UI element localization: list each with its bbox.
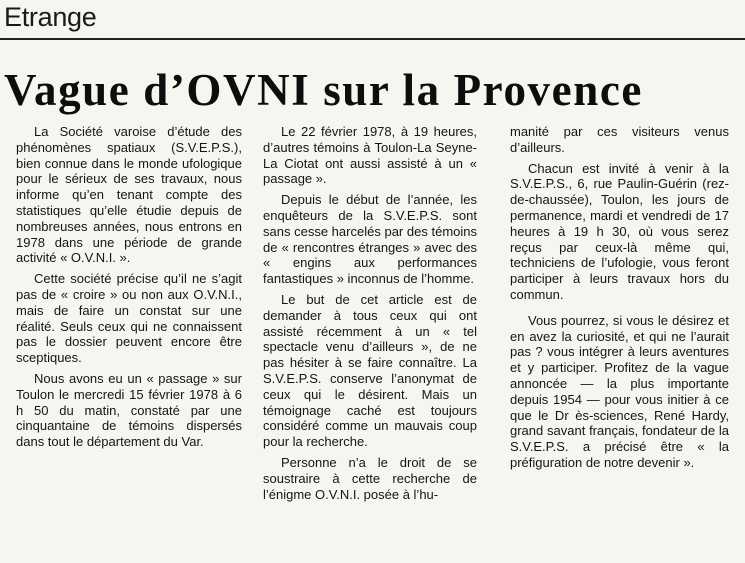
article-paragraph: Vous pourrez, si vous le désirez et en avez la curiosité, et qui ne l’aurait pas ? vous intégrer à leurs aventures et y participer. Profitez de la vague annoncée — la plus importante depuis 1954 — pour vous initier à ce que le Dr ès-sciences, René Hardy, grand savant français, fondateur de la S.V.E.P.S. a précisé être « la préfiguration de notre devenir ». bbox=[510, 312, 729, 470]
article-headline: Vague d’OVNI sur la Provence bbox=[4, 65, 643, 115]
article-paragraph: Depuis le début de l’année, les enquêteurs de la S.V.E.P.S. sont sans cesse harcelés par des témoins de « rencontres étranges » avec des « engins aux performances fantastiques » inconnus de l’homme. bbox=[263, 192, 477, 287]
section-label: Etrange bbox=[4, 2, 97, 32]
article-paragraph: La Société varoise d’étude des phénomènes spatiaux (S.V.E.P.S.), bien connue dans le monde ufologique pour le sérieux de ses travaux, nous informe qu’en tenant compte des statistiques qu’elle étudie depuis de nombreuses années, nous entrons en 1978 dans une période de grande activité « O.V.N.I. ». bbox=[16, 124, 242, 266]
article-column-3 bbox=[510, 124, 729, 476]
article-paragraph: Cette société précise qu’il ne s’agit pas de « croire » ou non aux O.V.N.I., mais de faire un constat sur une réalité. Seuls ceux qui ne connaissent pas le dossier peuvent encore être sceptiques. bbox=[16, 271, 242, 366]
article-paragraph: Chacun est invité à venir à la S.V.E.P.S., 6, rue Paulin-Guérin (rez-de-chaussée), Toulon, les jours de permanence, mardi et vendredi de 17 heures à 19 h 30, où vous serez reçus par ceux-là même qui, techniciens de l’ufologie, vous feront participer à leurs travaux hors du commun. bbox=[510, 160, 729, 302]
article-paragraph: Le 22 février 1978, à 19 heures, d’autres témoins à Toulon-La Seyne-La Ciotat ont aussi assisté à un « passage ». bbox=[263, 124, 477, 187]
article-paragraph: Personne n’a le droit de se soustraire à cette recherche de l’énigme O.V.N.I. posée à l’hu- bbox=[263, 454, 477, 502]
article-paragraph: Le but de cet article est de demander à tous ceux qui ont assisté récemment à un « tel spectacle venu d’ailleurs », de ne pas hésiter à se faire connaître. La S.V.E.P.S. conserve l’anonymat de ceux qui le désirent. Mais un témoignage caché est toujours considéré comme un mauvais coup pour la recherche. bbox=[263, 291, 477, 450]
article-column-2 bbox=[263, 124, 477, 507]
article-column-1 bbox=[16, 124, 242, 455]
article-paragraph: Nous avons eu un « passage » sur Toulon le mercredi 15 février 1978 à 6 h 50 du matin, constaté par une cinquantaine de témoins dispersés dans tout le département du Var. bbox=[16, 370, 242, 450]
article-paragraph-continued: manité par ces visiteurs venus d’ailleurs. bbox=[510, 124, 729, 155]
section-divider bbox=[0, 38, 745, 40]
